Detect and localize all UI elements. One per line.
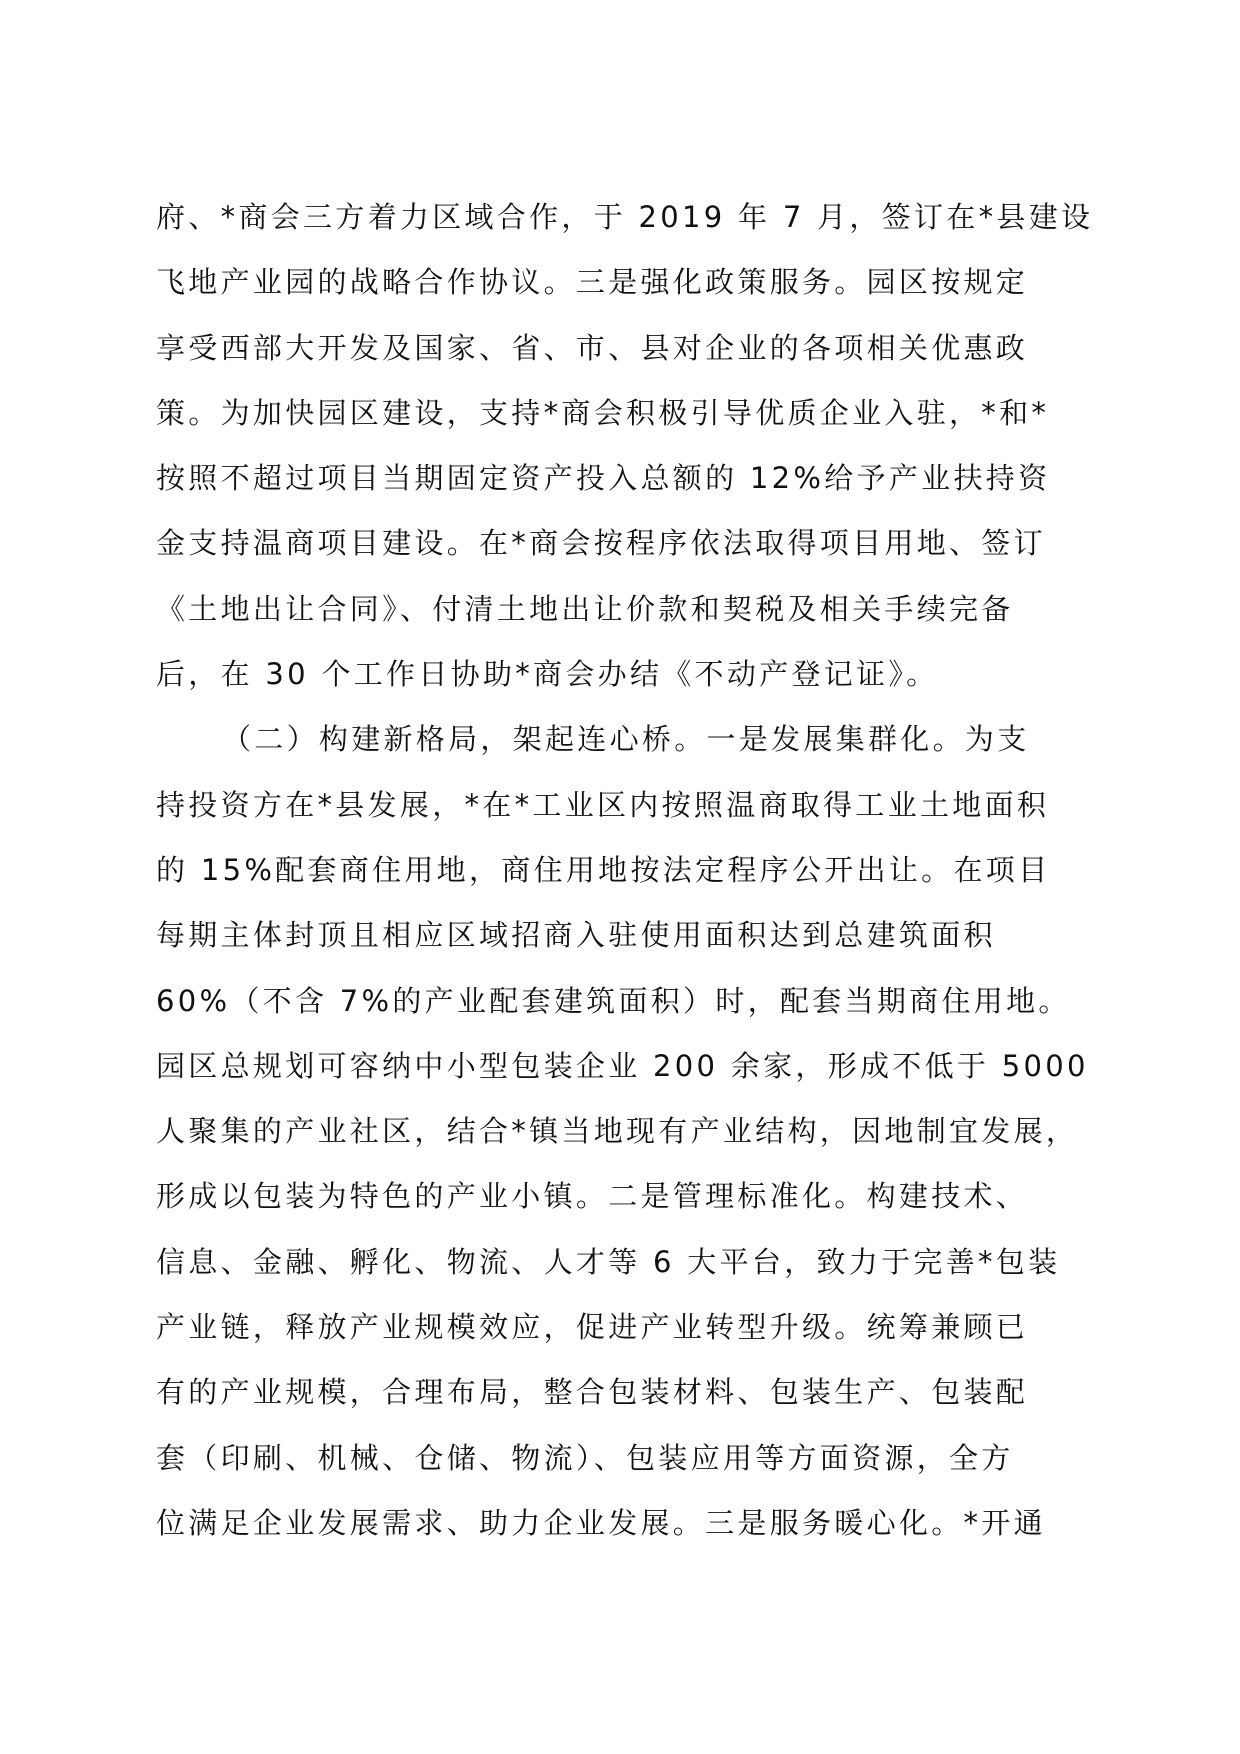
- text-line-10: 持投资方在*县发展，*在*工业区内按照温商取得工业土地面积: [156, 787, 1050, 822]
- text-line-17: 信息、金融、孵化、物流、人才等 6 大平台，致力于完善*包装: [156, 1244, 1061, 1279]
- text-line-6: 金支持温商项目建设。在*商会按程序依法取得项目用地、签订: [156, 526, 1046, 561]
- text-line-20: 套（印刷、机械、仓储、物流）、包装应用等方面资源，全方: [156, 1440, 1014, 1475]
- text-line-1: 府、*商会三方着力区域合作，于 2019 年 7 月，签订在*县建设: [156, 200, 1094, 234]
- text-line-12: 每期主体封顶且相应区域招商入驻使用面积达到总建筑面积: [156, 918, 996, 953]
- text-line-16: 形成以包装为特色的产业小镇。二是管理标准化。构建技术、: [156, 1179, 1029, 1214]
- text-line-4: 策。为加快园区建设，支持*商会积极引导优质企业入驻，*和*: [156, 395, 1050, 430]
- text-line-5: 按照不超过项目当期固定资产投入总额的 12%给予产业扶持资: [156, 461, 1051, 496]
- text-line-7: 《土地出让合同》、付清土地出让价款和契税及相关手续完备: [156, 591, 1014, 626]
- text-line-15: 人聚集的产业社区，结合*镇当地现有产业结构，因地制宜发展，: [156, 1114, 1079, 1149]
- text-line-8: 后，在 30 个工作日协助*商会办结《不动产登记证》。: [156, 657, 939, 692]
- text-line-18: 产业链，释放产业规模效应，促进产业转型升级。统筹兼顾已: [156, 1310, 1029, 1345]
- text-line-11: 的 15%配套商住用地，商住用地按法定程序公开出让。在项目: [156, 852, 1051, 887]
- text-line-21: 位满足企业发展需求、助力企业发展。三是服务暖心化。*开通: [156, 1505, 1046, 1540]
- section-heading-line: （二）构建新格局，架起连心桥。一是发展集群化。为支: [222, 722, 1030, 757]
- text-line-19: 有的产业规模，合理布局，整合包装材料、包装生产、包装配: [156, 1375, 1029, 1410]
- text-line-14: 园区总规划可容纳中小型包装企业 200 余家，形成不低于 5000: [156, 1048, 1089, 1083]
- text-line-3: 享受西部大开发及国家、省、市、县对企业的各项相关优惠政: [156, 330, 1029, 365]
- body-text: [156, 185, 1094, 1556]
- text-line-13: 60%（不含 7%的产业配套建筑面积）时，配套当期商住用地。: [156, 983, 1071, 1018]
- text-line-2: 飞地产业园的战略合作协议。三是强化政策服务。园区按规定: [156, 265, 1029, 300]
